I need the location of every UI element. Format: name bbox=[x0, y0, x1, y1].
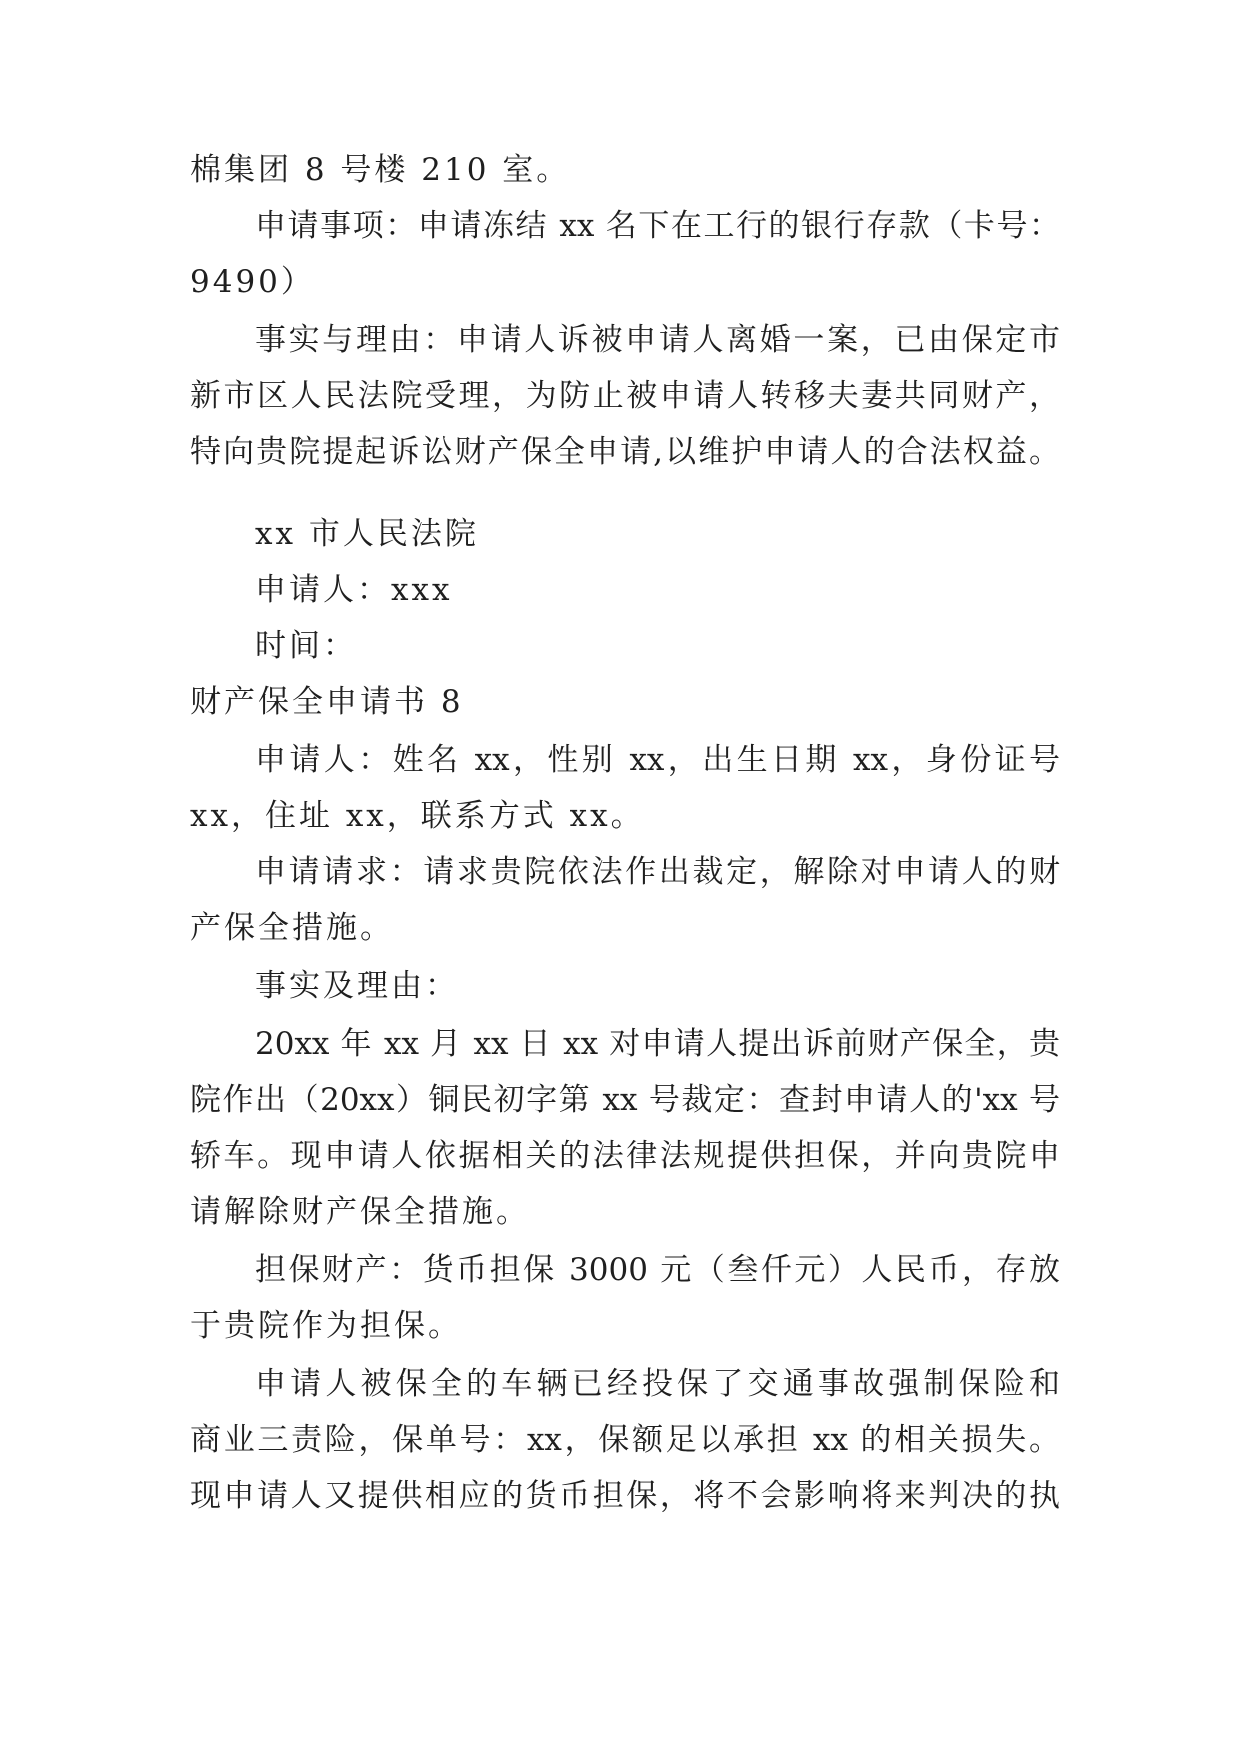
text-line: 产保全措施。 bbox=[190, 910, 394, 946]
text-line: 9490） bbox=[190, 264, 315, 300]
text-line: 担保财产：货币担保 3000 元（叁仟元）人民币，存放 bbox=[255, 1252, 1060, 1288]
text-line: 申请人：姓名 xx，性别 xx，出生日期 xx，身份证号 bbox=[255, 742, 1060, 778]
text-line: 事实与理由：申请人诉被申请人离婚一案，已由保定市 bbox=[255, 322, 1060, 358]
text-line: 轿车。现申请人依据相关的法律法规提供担保，并向贵院申 bbox=[190, 1138, 1060, 1174]
text-line: 于贵院作为担保。 bbox=[190, 1308, 462, 1344]
text-line: 20xx 年 xx 月 xx 日 xx 对申请人提出诉前财产保全，贵 bbox=[255, 1026, 1060, 1062]
text-line: 事实及理由： bbox=[255, 968, 459, 1004]
section-title: 财产保全申请书 8 bbox=[190, 684, 464, 720]
text-line: 商业三责险，保单号：xx，保额足以承担 xx 的相关损失。 bbox=[190, 1422, 1060, 1458]
text-line: 院作出（20xx）铜民初字第 xx 号裁定：查封申请人的'xx 号 bbox=[190, 1082, 1060, 1118]
time-line: 时间： bbox=[255, 628, 357, 664]
text-line: xx，住址 xx，联系方式 xx。 bbox=[190, 798, 645, 834]
text-line: 申请人被保全的车辆已经投保了交通事故强制保险和 bbox=[255, 1366, 1060, 1402]
applicant-line: 申请人：xxx bbox=[255, 572, 453, 608]
text-line: 申请事项：申请冻结 xx 名下在工行的银行存款（卡号： bbox=[255, 208, 1060, 244]
text-line: 特向贵院提起诉讼财产保全申请,以维护申请人的合法权益。 bbox=[190, 434, 1060, 470]
text-line: 申请请求：请求贵院依法作出裁定，解除对申请人的财 bbox=[255, 854, 1060, 890]
text-line: 新市区人民法院受理，为防止被申请人转移夫妻共同财产， bbox=[190, 378, 1060, 414]
text-line: 请解除财产保全措施。 bbox=[190, 1194, 530, 1230]
court-name: xx 市人民法院 bbox=[255, 516, 479, 552]
text-line: 现申请人又提供相应的货币担保，将不会影响将来判决的执 bbox=[190, 1478, 1060, 1514]
text-line: 棉集团 8 号楼 210 室。 bbox=[190, 152, 571, 188]
